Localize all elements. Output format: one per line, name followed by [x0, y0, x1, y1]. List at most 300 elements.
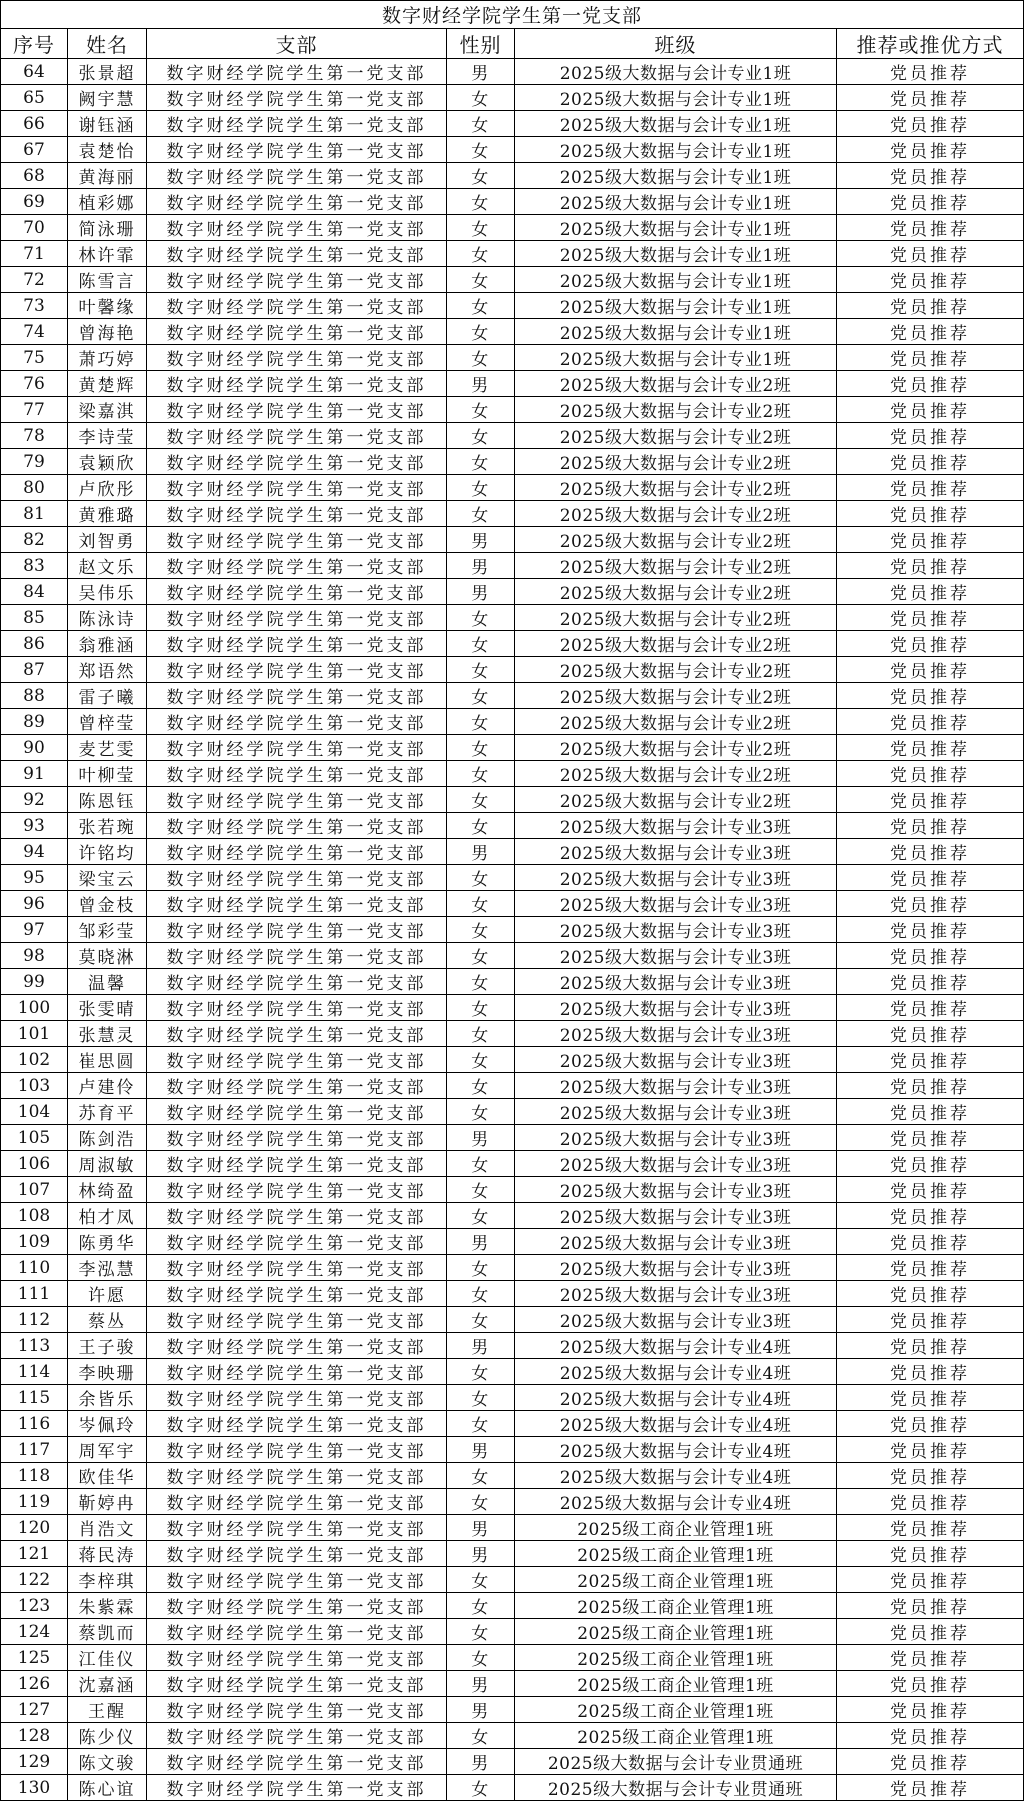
cell-name: 周军宇 — [68, 1437, 147, 1463]
cell-class: 2025级工商企业管理1班 — [515, 1593, 837, 1619]
cell-name: 温馨 — [68, 969, 147, 995]
cell-gender: 女 — [447, 1177, 515, 1203]
cell-no: 107 — [1, 1177, 68, 1203]
cell-gender: 男 — [447, 839, 515, 865]
cell-class: 2025级大数据与会计专业1班 — [515, 163, 837, 189]
cell-class: 2025级大数据与会计专业2班 — [515, 449, 837, 475]
cell-no: 92 — [1, 787, 68, 813]
cell-no: 112 — [1, 1307, 68, 1333]
cell-gender: 女 — [447, 137, 515, 163]
cell-gender: 女 — [447, 1411, 515, 1437]
cell-gender: 女 — [447, 1489, 515, 1515]
cell-name: 林许霏 — [68, 241, 147, 267]
cell-branch: 数字财经学院学生第一党支部 — [147, 1047, 447, 1073]
table-row — [1, 1671, 1024, 1697]
cell-branch: 数字财经学院学生第一党支部 — [147, 1723, 447, 1749]
cell-class: 2025级大数据与会计专业贯通班 — [515, 1749, 837, 1775]
cell-gender: 女 — [447, 1073, 515, 1099]
cell-gender: 女 — [447, 189, 515, 215]
table-row — [1, 1385, 1024, 1411]
cell-name: 苏育平 — [68, 1099, 147, 1125]
cell-method: 党员推荐 — [837, 1047, 1024, 1073]
table-row — [1, 397, 1024, 423]
table-row — [1, 657, 1024, 683]
table-row — [1, 1489, 1024, 1515]
cell-gender: 女 — [447, 501, 515, 527]
cell-no: 105 — [1, 1125, 68, 1151]
cell-no: 123 — [1, 1593, 68, 1619]
cell-name: 雷子曦 — [68, 683, 147, 709]
cell-gender: 女 — [447, 449, 515, 475]
cell-no: 75 — [1, 345, 68, 371]
cell-name: 谢钰涵 — [68, 111, 147, 137]
cell-branch: 数字财经学院学生第一党支部 — [147, 553, 447, 579]
cell-class: 2025级大数据与会计专业2班 — [515, 501, 837, 527]
cell-no: 103 — [1, 1073, 68, 1099]
cell-branch: 数字财经学院学生第一党支部 — [147, 1593, 447, 1619]
cell-gender: 男 — [447, 1671, 515, 1697]
cell-no: 67 — [1, 137, 68, 163]
cell-method: 党员推荐 — [837, 1567, 1024, 1593]
cell-method: 党员推荐 — [837, 1125, 1024, 1151]
table-row — [1, 137, 1024, 163]
cell-class: 2025级大数据与会计专业2班 — [515, 735, 837, 761]
cell-no: 104 — [1, 1099, 68, 1125]
table-row — [1, 969, 1024, 995]
cell-name: 曾梓莹 — [68, 709, 147, 735]
table-row — [1, 1645, 1024, 1671]
cell-class: 2025级大数据与会计专业3班 — [515, 813, 837, 839]
cell-class: 2025级大数据与会计专业1班 — [515, 215, 837, 241]
cell-class: 2025级大数据与会计专业3班 — [515, 1125, 837, 1151]
cell-no: 66 — [1, 111, 68, 137]
cell-method: 党员推荐 — [837, 371, 1024, 397]
table-row — [1, 111, 1024, 137]
cell-name: 张景超 — [68, 59, 147, 85]
cell-no: 88 — [1, 683, 68, 709]
cell-no: 101 — [1, 1021, 68, 1047]
cell-branch: 数字财经学院学生第一党支部 — [147, 579, 447, 605]
cell-no: 78 — [1, 423, 68, 449]
cell-gender: 女 — [447, 1203, 515, 1229]
cell-no: 124 — [1, 1619, 68, 1645]
cell-gender: 女 — [447, 397, 515, 423]
cell-method: 党员推荐 — [837, 943, 1024, 969]
cell-class: 2025级大数据与会计专业3班 — [515, 917, 837, 943]
cell-no: 71 — [1, 241, 68, 267]
cell-no: 72 — [1, 267, 68, 293]
cell-branch: 数字财经学院学生第一党支部 — [147, 137, 447, 163]
cell-no: 69 — [1, 189, 68, 215]
cell-class: 2025级大数据与会计专业2班 — [515, 787, 837, 813]
cell-gender: 女 — [447, 1047, 515, 1073]
cell-method: 党员推荐 — [837, 1541, 1024, 1567]
cell-name: 岑佩玲 — [68, 1411, 147, 1437]
cell-name: 植彩娜 — [68, 189, 147, 215]
cell-name: 梁宝云 — [68, 865, 147, 891]
cell-name: 林绮盈 — [68, 1177, 147, 1203]
cell-method: 党员推荐 — [837, 1385, 1024, 1411]
cell-method: 党员推荐 — [837, 215, 1024, 241]
cell-gender: 男 — [447, 59, 515, 85]
table-row — [1, 475, 1024, 501]
cell-class: 2025级大数据与会计专业3班 — [515, 1151, 837, 1177]
cell-branch: 数字财经学院学生第一党支部 — [147, 1307, 447, 1333]
cell-class: 2025级大数据与会计专业2班 — [515, 553, 837, 579]
table-row — [1, 189, 1024, 215]
cell-name: 郑语然 — [68, 657, 147, 683]
cell-name: 陈心谊 — [68, 1775, 147, 1801]
cell-branch: 数字财经学院学生第一党支部 — [147, 735, 447, 761]
cell-branch: 数字财经学院学生第一党支部 — [147, 1073, 447, 1099]
cell-branch: 数字财经学院学生第一党支部 — [147, 1125, 447, 1151]
cell-gender: 女 — [447, 917, 515, 943]
table-row — [1, 1281, 1024, 1307]
cell-name: 袁楚怡 — [68, 137, 147, 163]
cell-method: 党员推荐 — [837, 1463, 1024, 1489]
cell-gender: 女 — [447, 293, 515, 319]
cell-method: 党员推荐 — [837, 189, 1024, 215]
table-row — [1, 371, 1024, 397]
cell-class: 2025级大数据与会计专业2班 — [515, 423, 837, 449]
cell-gender: 女 — [447, 1307, 515, 1333]
cell-method: 党员推荐 — [837, 111, 1024, 137]
cell-no: 128 — [1, 1723, 68, 1749]
cell-no: 127 — [1, 1697, 68, 1723]
cell-branch: 数字财经学院学生第一党支部 — [147, 1151, 447, 1177]
cell-gender: 女 — [447, 787, 515, 813]
table-row — [1, 1775, 1024, 1801]
cell-method: 党员推荐 — [837, 241, 1024, 267]
cell-method: 党员推荐 — [837, 475, 1024, 501]
cell-name: 陈文骏 — [68, 1749, 147, 1775]
cell-class: 2025级大数据与会计专业2班 — [515, 709, 837, 735]
cell-method: 党员推荐 — [837, 813, 1024, 839]
cell-method: 党员推荐 — [837, 1229, 1024, 1255]
cell-gender: 女 — [447, 1593, 515, 1619]
cell-branch: 数字财经学院学生第一党支部 — [147, 371, 447, 397]
cell-class: 2025级大数据与会计专业2班 — [515, 527, 837, 553]
cell-name: 王醒 — [68, 1697, 147, 1723]
table-row — [1, 1593, 1024, 1619]
cell-class: 2025级大数据与会计专业2班 — [515, 475, 837, 501]
cell-gender: 女 — [447, 1255, 515, 1281]
cell-method: 党员推荐 — [837, 1307, 1024, 1333]
cell-method: 党员推荐 — [837, 709, 1024, 735]
cell-name: 张雯晴 — [68, 995, 147, 1021]
table-row — [1, 1333, 1024, 1359]
sheet-title: 数字财经学院学生第一党支部 — [1, 1, 1024, 29]
cell-gender: 女 — [447, 813, 515, 839]
cell-no: 80 — [1, 475, 68, 501]
cell-branch: 数字财经学院学生第一党支部 — [147, 1463, 447, 1489]
cell-no: 122 — [1, 1567, 68, 1593]
table-row — [1, 1047, 1024, 1073]
cell-no: 94 — [1, 839, 68, 865]
table-row — [1, 293, 1024, 319]
cell-name: 蔡丛 — [68, 1307, 147, 1333]
cell-name: 陈勇华 — [68, 1229, 147, 1255]
table-row — [1, 1021, 1024, 1047]
cell-class: 2025级大数据与会计专业3班 — [515, 1047, 837, 1073]
cell-branch: 数字财经学院学生第一党支部 — [147, 319, 447, 345]
cell-branch: 数字财经学院学生第一党支部 — [147, 813, 447, 839]
cell-gender: 男 — [447, 1515, 515, 1541]
cell-class: 2025级大数据与会计专业3班 — [515, 1281, 837, 1307]
cell-no: 114 — [1, 1359, 68, 1385]
cell-branch: 数字财经学院学生第一党支部 — [147, 1411, 447, 1437]
cell-name: 袁颖欣 — [68, 449, 147, 475]
table-row — [1, 1359, 1024, 1385]
cell-name: 简泳珊 — [68, 215, 147, 241]
cell-branch: 数字财经学院学生第一党支部 — [147, 1177, 447, 1203]
cell-name: 欧佳华 — [68, 1463, 147, 1489]
header-branch: 支部 — [147, 29, 447, 59]
cell-method: 党员推荐 — [837, 1099, 1024, 1125]
cell-gender: 女 — [447, 85, 515, 111]
cell-branch: 数字财经学院学生第一党支部 — [147, 891, 447, 917]
cell-class: 2025级大数据与会计专业3班 — [515, 1177, 837, 1203]
cell-class: 2025级大数据与会计专业3班 — [515, 995, 837, 1021]
cell-class: 2025级大数据与会计专业1班 — [515, 189, 837, 215]
cell-gender: 女 — [447, 111, 515, 137]
cell-no: 91 — [1, 761, 68, 787]
cell-name: 萧巧婷 — [68, 345, 147, 371]
cell-class: 2025级大数据与会计专业4班 — [515, 1411, 837, 1437]
cell-name: 肖浩文 — [68, 1515, 147, 1541]
table-body — [1, 59, 1024, 1801]
cell-name: 曾海艳 — [68, 319, 147, 345]
table-row — [1, 631, 1024, 657]
cell-gender: 女 — [447, 345, 515, 371]
cell-name: 吴伟乐 — [68, 579, 147, 605]
cell-no: 64 — [1, 59, 68, 85]
cell-no: 100 — [1, 995, 68, 1021]
cell-class: 2025级大数据与会计专业2班 — [515, 579, 837, 605]
table-row — [1, 1697, 1024, 1723]
cell-gender: 女 — [447, 865, 515, 891]
cell-gender: 女 — [447, 943, 515, 969]
cell-name: 邹彩莹 — [68, 917, 147, 943]
table-row — [1, 995, 1024, 1021]
cell-class: 2025级大数据与会计专业3班 — [515, 969, 837, 995]
table-row — [1, 1073, 1024, 1099]
table-row — [1, 85, 1024, 111]
cell-name: 莫晓淋 — [68, 943, 147, 969]
cell-no: 90 — [1, 735, 68, 761]
cell-no: 73 — [1, 293, 68, 319]
cell-class: 2025级大数据与会计专业2班 — [515, 397, 837, 423]
cell-name: 麦艺雯 — [68, 735, 147, 761]
cell-no: 70 — [1, 215, 68, 241]
cell-gender: 女 — [447, 683, 515, 709]
cell-branch: 数字财经学院学生第一党支部 — [147, 501, 447, 527]
cell-class: 2025级大数据与会计专业2班 — [515, 605, 837, 631]
cell-gender: 女 — [447, 891, 515, 917]
cell-name: 卢欣彤 — [68, 475, 147, 501]
table-row — [1, 787, 1024, 813]
table-row — [1, 839, 1024, 865]
cell-name: 靳婷冉 — [68, 1489, 147, 1515]
cell-method: 党员推荐 — [837, 969, 1024, 995]
cell-method: 党员推荐 — [837, 163, 1024, 189]
cell-gender: 女 — [447, 1385, 515, 1411]
table-row — [1, 1749, 1024, 1775]
cell-method: 党员推荐 — [837, 657, 1024, 683]
table-row — [1, 501, 1024, 527]
cell-gender: 女 — [447, 475, 515, 501]
cell-no: 96 — [1, 891, 68, 917]
cell-class: 2025级大数据与会计专业2班 — [515, 683, 837, 709]
cell-no: 83 — [1, 553, 68, 579]
cell-no: 115 — [1, 1385, 68, 1411]
cell-gender: 女 — [447, 1151, 515, 1177]
cell-branch: 数字财经学院学生第一党支部 — [147, 1203, 447, 1229]
table-row — [1, 449, 1024, 475]
cell-name: 李泓慧 — [68, 1255, 147, 1281]
cell-method: 党员推荐 — [837, 449, 1024, 475]
cell-method: 党员推荐 — [837, 1723, 1024, 1749]
cell-method: 党员推荐 — [837, 917, 1024, 943]
cell-no: 74 — [1, 319, 68, 345]
cell-branch: 数字财经学院学生第一党支部 — [147, 1281, 447, 1307]
cell-method: 党员推荐 — [837, 1333, 1024, 1359]
cell-class: 2025级工商企业管理1班 — [515, 1671, 837, 1697]
cell-branch: 数字财经学院学生第一党支部 — [147, 657, 447, 683]
cell-method: 党员推荐 — [837, 319, 1024, 345]
cell-branch: 数字财经学院学生第一党支部 — [147, 1645, 447, 1671]
cell-class: 2025级大数据与会计专业3班 — [515, 1229, 837, 1255]
cell-name: 曾金枝 — [68, 891, 147, 917]
cell-gender: 女 — [447, 1099, 515, 1125]
cell-method: 党员推荐 — [837, 1697, 1024, 1723]
cell-method: 党员推荐 — [837, 423, 1024, 449]
table-row — [1, 605, 1024, 631]
cell-method: 党员推荐 — [837, 839, 1024, 865]
cell-name: 赵文乐 — [68, 553, 147, 579]
cell-class: 2025级大数据与会计专业1班 — [515, 293, 837, 319]
cell-gender: 女 — [447, 995, 515, 1021]
cell-branch: 数字财经学院学生第一党支部 — [147, 1775, 447, 1801]
table-row — [1, 1255, 1024, 1281]
table-row — [1, 1203, 1024, 1229]
cell-class: 2025级大数据与会计专业4班 — [515, 1489, 837, 1515]
header-no: 序号 — [1, 29, 68, 59]
cell-class: 2025级工商企业管理1班 — [515, 1723, 837, 1749]
cell-branch: 数字财经学院学生第一党支部 — [147, 241, 447, 267]
cell-branch: 数字财经学院学生第一党支部 — [147, 267, 447, 293]
cell-class: 2025级工商企业管理1班 — [515, 1541, 837, 1567]
cell-method: 党员推荐 — [837, 787, 1024, 813]
cell-gender: 男 — [447, 1125, 515, 1151]
cell-method: 党员推荐 — [837, 1411, 1024, 1437]
cell-name: 梁嘉淇 — [68, 397, 147, 423]
cell-no: 81 — [1, 501, 68, 527]
cell-class: 2025级大数据与会计专业1班 — [515, 85, 837, 111]
table-row — [1, 943, 1024, 969]
cell-name: 翁雅涵 — [68, 631, 147, 657]
table-row — [1, 1411, 1024, 1437]
cell-branch: 数字财经学院学生第一党支部 — [147, 59, 447, 85]
cell-name: 黄海丽 — [68, 163, 147, 189]
cell-branch: 数字财经学院学生第一党支部 — [147, 1749, 447, 1775]
cell-method: 党员推荐 — [837, 1775, 1024, 1801]
cell-name: 李梓琪 — [68, 1567, 147, 1593]
cell-class: 2025级大数据与会计专业1班 — [515, 241, 837, 267]
cell-no: 113 — [1, 1333, 68, 1359]
table-row — [1, 59, 1024, 85]
cell-method: 党员推荐 — [837, 85, 1024, 111]
cell-gender: 男 — [447, 579, 515, 605]
cell-name: 李诗莹 — [68, 423, 147, 449]
cell-name: 李映珊 — [68, 1359, 147, 1385]
cell-method: 党员推荐 — [837, 553, 1024, 579]
cell-gender: 女 — [447, 1281, 515, 1307]
cell-branch: 数字财经学院学生第一党支部 — [147, 631, 447, 657]
cell-no: 84 — [1, 579, 68, 605]
cell-no: 102 — [1, 1047, 68, 1073]
cell-gender: 女 — [447, 1021, 515, 1047]
cell-method: 党员推荐 — [837, 345, 1024, 371]
cell-method: 党员推荐 — [837, 1177, 1024, 1203]
cell-gender: 女 — [447, 735, 515, 761]
cell-branch: 数字财经学院学生第一党支部 — [147, 475, 447, 501]
cell-name: 张慧灵 — [68, 1021, 147, 1047]
cell-gender: 女 — [447, 657, 515, 683]
table-row — [1, 1099, 1024, 1125]
cell-method: 党员推荐 — [837, 1021, 1024, 1047]
cell-branch: 数字财经学院学生第一党支部 — [147, 1255, 447, 1281]
table-row — [1, 1723, 1024, 1749]
cell-branch: 数字财经学院学生第一党支部 — [147, 423, 447, 449]
cell-branch: 数字财经学院学生第一党支部 — [147, 709, 447, 735]
header-row — [1, 29, 1024, 59]
cell-gender: 女 — [447, 1775, 515, 1801]
cell-branch: 数字财经学院学生第一党支部 — [147, 397, 447, 423]
cell-name: 沈嘉涵 — [68, 1671, 147, 1697]
cell-method: 党员推荐 — [837, 527, 1024, 553]
cell-branch: 数字财经学院学生第一党支部 — [147, 1697, 447, 1723]
cell-class: 2025级工商企业管理1班 — [515, 1645, 837, 1671]
cell-class: 2025级大数据与会计专业1班 — [515, 319, 837, 345]
table-row — [1, 1541, 1024, 1567]
cell-class: 2025级大数据与会计专业3班 — [515, 839, 837, 865]
cell-class: 2025级大数据与会计专业4班 — [515, 1385, 837, 1411]
cell-method: 党员推荐 — [837, 891, 1024, 917]
cell-gender: 男 — [447, 527, 515, 553]
cell-branch: 数字财经学院学生第一党支部 — [147, 917, 447, 943]
cell-gender: 女 — [447, 1723, 515, 1749]
cell-branch: 数字财经学院学生第一党支部 — [147, 787, 447, 813]
cell-class: 2025级大数据与会计专业贯通班 — [515, 1775, 837, 1801]
cell-class: 2025级大数据与会计专业2班 — [515, 371, 837, 397]
cell-name: 陈恩钰 — [68, 787, 147, 813]
table-row — [1, 1463, 1024, 1489]
cell-branch: 数字财经学院学生第一党支部 — [147, 683, 447, 709]
table-row — [1, 865, 1024, 891]
cell-branch: 数字财经学院学生第一党支部 — [147, 1489, 447, 1515]
cell-class: 2025级大数据与会计专业3班 — [515, 865, 837, 891]
cell-gender: 女 — [447, 1645, 515, 1671]
cell-name: 许铭均 — [68, 839, 147, 865]
cell-class: 2025级大数据与会计专业4班 — [515, 1437, 837, 1463]
cell-class: 2025级大数据与会计专业3班 — [515, 1307, 837, 1333]
cell-branch: 数字财经学院学生第一党支部 — [147, 1515, 447, 1541]
cell-gender: 女 — [447, 605, 515, 631]
table-row — [1, 579, 1024, 605]
cell-method: 党员推荐 — [837, 1437, 1024, 1463]
cell-method: 党员推荐 — [837, 605, 1024, 631]
